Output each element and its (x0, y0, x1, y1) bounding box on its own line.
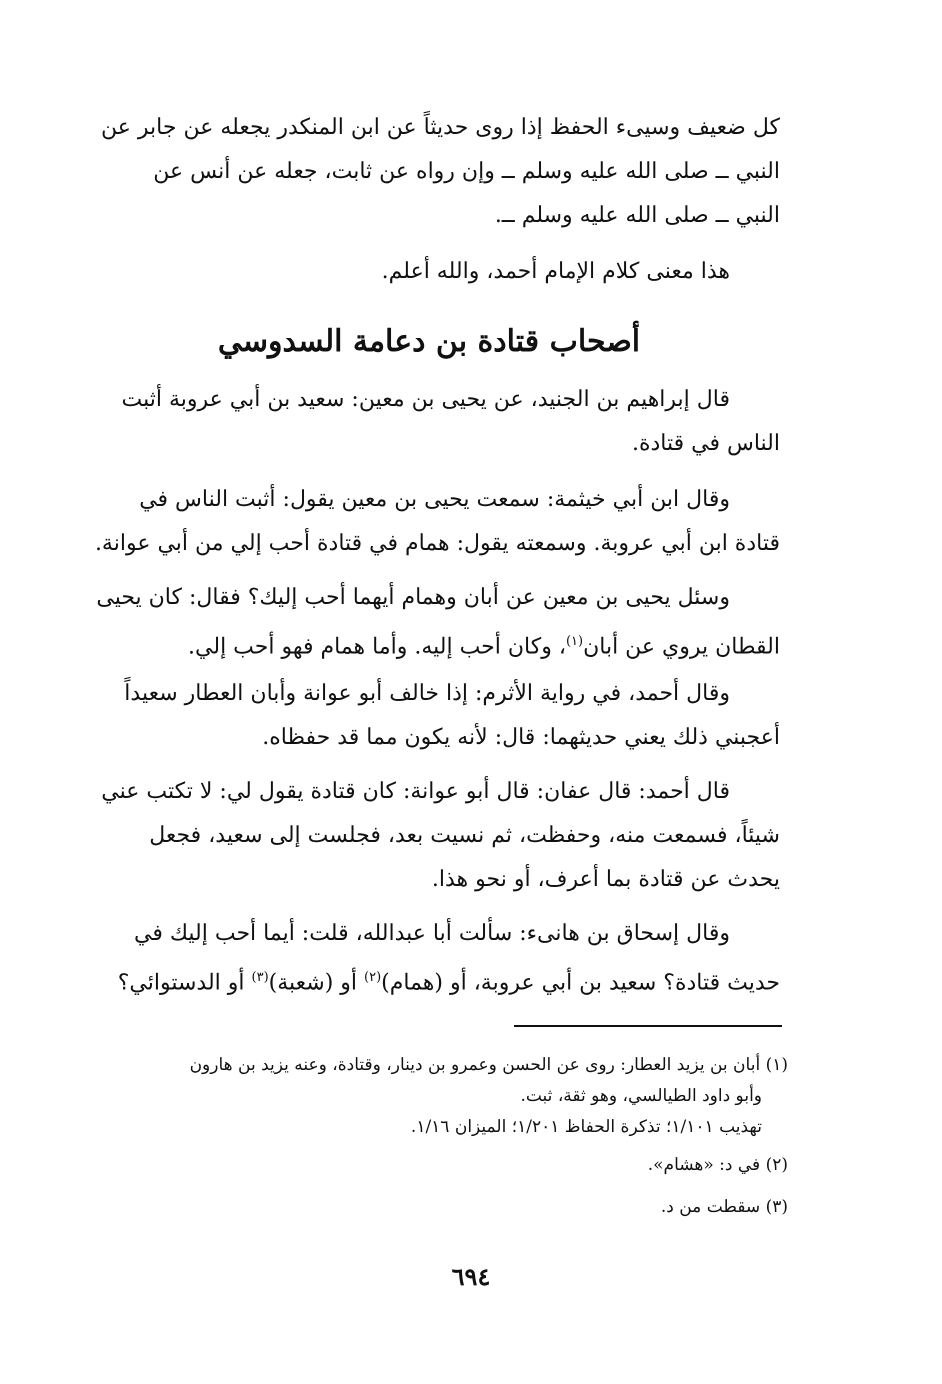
text-line: كل ضعيف وسيىء الحفظ إذا روى حديثاً عن ابن المنكدر يجعله عن جابر عن (101, 115, 780, 140)
text-segment: حديث قتادة؟ سعيد بن أبي عروبة، أو (همام) (381, 970, 780, 996)
paragraph-5 (78, 770, 780, 902)
text-line: وقال إسحاق بن هانىء: سألت أبا عبدالله، قلت: أيما أحب إليك في (134, 921, 730, 946)
footnote-1-line: (١) أبان بن يزيد العطار: روى عن الحسن وعمرو بن دينار، وقتادة، وعنه يزيد بن هارون (189, 1055, 788, 1075)
text-line: أعجبني ذلك يعني حديثهما: قال: لأنه يكون مما قد حفظاه. (262, 725, 780, 750)
text-line: قتادة ابن أبي عروبة. وسمعته يقول: همام في قتادة أحب إلي من أبي عوانة. (94, 531, 780, 556)
text-line: وسئل يحيى بن معين عن أبان وهمام أيهما أحب إليك؟ فقال: كان يحيى (96, 585, 730, 610)
text-line (78, 956, 780, 1005)
section-title: أصحاب قتادة بن دعامة السدوسي (217, 324, 641, 359)
footnote-ref-2[interactable]: (٢) (364, 970, 382, 985)
text-segment: أو (شعبة) (268, 970, 365, 996)
footnote-ref-3[interactable]: (٣) (251, 970, 269, 985)
paragraph-intro (78, 106, 780, 238)
paragraph-summary (78, 250, 780, 294)
text-segment: أو الدستوائي؟ (117, 970, 252, 996)
text-segment: القطان يروي عن أبان (583, 634, 780, 660)
text-line: قال إبراهيم بن الجنيد، عن يحيى بن معين: سعيد بن أبي عروبة أثبت (121, 387, 730, 412)
footnote-2: (٢) في د: «هشام». (647, 1155, 788, 1175)
paragraph-2 (78, 478, 780, 566)
text-segment: ، وكان أحب إليه. وأما همام فهو أحب إلي. (188, 634, 566, 660)
text-line: قال أحمد: قال عفان: قال أبو عوانة: كان قتادة يقول لي: لا تكتب عني (101, 779, 730, 804)
text-line: وقال ابن أبي خيثمة: سمعت يحيى بن معين يقول: أثبت الناس في (139, 487, 730, 512)
text-line: هذا معنى كلام الإمام أحمد، والله أعلم. (381, 259, 730, 284)
footnote-1-line: تهذيب ١/١٠١؛ تذكرة الحفاظ ١/٢٠١؛ الميزان ١/١٦. (410, 1117, 762, 1137)
text-line: شيئاً، فسمعت منه، وحفظت، ثم نسيت بعد، فجلست إلى سعيد، فجعل (149, 823, 780, 848)
text-line: يحدث عن قتادة بما أعرف، أو نحو هذا. (431, 867, 780, 892)
footnote-separator (514, 1025, 782, 1027)
paragraph-6 (78, 912, 780, 1005)
paragraph-4 (78, 672, 780, 760)
paragraph-3 (78, 576, 780, 669)
page-number: ٦٩٤ (451, 1262, 491, 1291)
paragraph-1 (78, 378, 780, 466)
text-line: الناس في قتادة. (631, 431, 780, 456)
text-line: وقال أحمد، في رواية الأثرم: إذا خالف أبو عوانة وأبان العطار سعيداً (124, 681, 730, 706)
footnote-1-line: وأبو داود الطيالسي، وهو ثقة، ثبت. (520, 1086, 762, 1106)
footnote-3: (٣) سقطت من د. (660, 1197, 788, 1217)
text-line: النبي ــ صلى الله عليه وسلم ــ وإن رواه عن ثابت، جعله عن أنس عن (153, 159, 780, 184)
text-line (78, 620, 780, 669)
footnote-ref-1[interactable]: (١) (565, 634, 584, 649)
text-line: النبي ــ صلى الله عليه وسلم ــ. (494, 203, 780, 228)
